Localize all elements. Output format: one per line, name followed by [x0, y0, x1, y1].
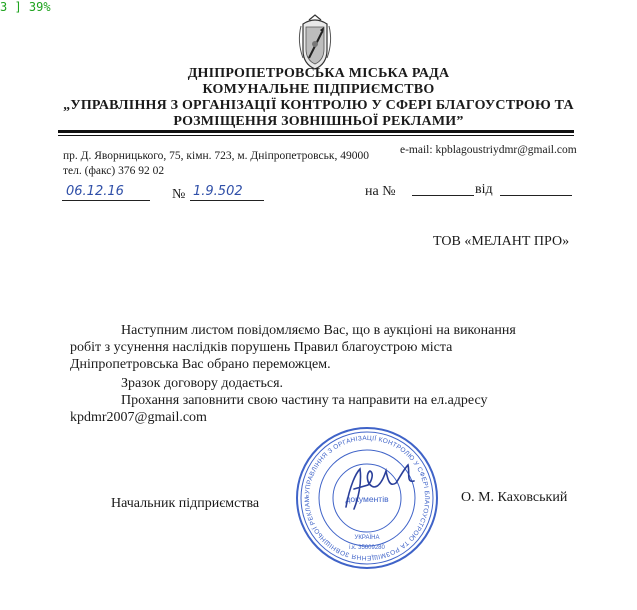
enterprise-name-line2: РОЗМІЩЕННЯ ЗОВНІШНЬОЇ РЕКЛАМИ”: [173, 114, 464, 129]
number-underline: [190, 200, 264, 201]
reply-email: kpdmr2007@gmail.com: [70, 410, 207, 425]
reply-number-field: [412, 195, 474, 196]
address: пр. Д. Яворницького, 75, кімн. 723, м. Дніпропетровськ, 49000: [63, 150, 369, 162]
stamp-ring-text: «УПРАВЛІННЯ З ОРГАНІЗАЦІЇ КОНТРОЛЮ У СФЕРІ БЛАГОУСТРОЮ ТА РОЗМІЩЕННЯ ЗОВНІШНЬОЇ РЕКЛАМ: [303, 434, 431, 562]
council-name: ДНІПРОПЕТРОВСЬКА МІСЬКА РАДА: [187, 66, 450, 81]
body-line: робіт з усунення наслідків порушень Правил благоустрою міста: [70, 340, 453, 355]
enterprise-type: КОМУНАЛЬНЕ ПІДПРИЄМСТВО: [202, 82, 435, 97]
coat-of-arms-icon: [295, 14, 335, 72]
stamp-code: і.к. 35609280: [349, 545, 385, 551]
body-line: Прохання заповнити свою частину та направити на ел.адресу: [121, 393, 488, 408]
reply-date-field: [500, 195, 572, 196]
date-underline: [62, 200, 150, 201]
number-label: №: [172, 187, 186, 202]
addressee: ТОВ «МЕЛАНТ ПРО»: [433, 234, 570, 249]
phone: тел. (факс) 376 92 02: [63, 165, 165, 177]
body-line: Наступним листом повідомляємо Вас, що в аукціоні на виконання: [121, 323, 516, 338]
stamp-center-text: документів: [345, 494, 389, 504]
header-divider-thin: [58, 135, 574, 136]
viewer-status: [0, 0, 51, 14]
official-stamp: [294, 425, 440, 571]
outgoing-number: 1.9.502: [193, 184, 243, 199]
header-divider: [58, 130, 574, 133]
email: e-mail: kpblagoustriydmr@gmail.com: [400, 144, 577, 156]
signatory-name: О. М. Каховський: [461, 490, 568, 505]
signatory-position: Начальник підприємства: [111, 496, 260, 511]
page-indicator: 3 ]: [0, 0, 22, 14]
body-line: Дніпропетровська Вас обрано переможцем.: [70, 357, 331, 372]
stamp-country: УКРАЇНА: [354, 535, 380, 541]
zoom-level: 39%: [28, 0, 51, 14]
reply-date-label: від: [475, 182, 493, 197]
body-line: Зразок договору додається.: [121, 376, 284, 391]
outgoing-date: 06.12.16: [66, 184, 124, 199]
reply-number-label: на №: [365, 184, 396, 199]
enterprise-name-line1: „УПРАВЛІННЯ З ОРГАНІЗАЦІЇ КОНТРОЛЮ У СФЕРІ БЛАГОУСТРОЮ ТА: [63, 98, 574, 113]
